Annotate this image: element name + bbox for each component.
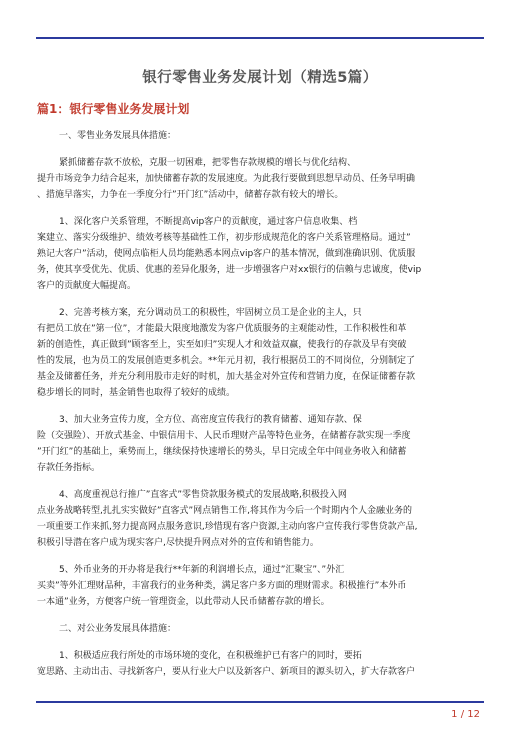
paragraph-line: 提升市场竞争力结合起来，加快储蓄存款的发展速度。为此我行要做到思想早动员、任务早明确 — [37, 174, 416, 184]
paragraph-line: 积极引导潜在客户成为现实客户,尽快提升网点对外的宣传和销售能力。 — [37, 538, 319, 548]
paragraph-line: ”开门红”的基础上，乘势而上，继续保持快速增长的势头，早日完成全年中间业务收入和储蓄 — [37, 447, 407, 457]
paragraph-line: 新的创造性，真正做到”顾客至上，实至如归”实现人才和效益双赢，使我行的存款及早有突破 — [37, 340, 407, 350]
document-body — [37, 128, 487, 680]
paragraph-line: 点业务战略转型,扎扎实实做好”直客式”网点销售工作,将其作为今后一个时期内个人金融业务的 — [37, 506, 413, 516]
header-rule — [36, 37, 484, 39]
paragraph-line: 一本通”业务，方便客户统一管理资金，以此带动人民币储蓄存款的增长。 — [37, 597, 330, 607]
page-title: 银行零售业务发展计划（精选5篇） — [142, 70, 378, 86]
section-heading: 篇1：银行零售业务发展计划 — [37, 102, 190, 116]
paragraph-line: 、措施早落实，力争在一季度分行”开门红”活动中，储蓄存款有较大的增长。 — [37, 190, 344, 200]
paragraph-line: 基金及储蓄任务，并充分利用股市走好的时机，加大基金对外宣传和营销力度，在保证储蓄存款 — [37, 372, 416, 382]
paragraph-line: 5、外币业务的开办将是我行**年新的利润增长点，通过”汇聚宝”、”外汇 — [59, 565, 345, 575]
paragraph-line: 4、高度重视总行推广”直客式”零售贷款服务模式的发展战略,积极投入网 — [59, 490, 347, 500]
paragraph-line: 3、加大业务宣传力度，全方位、高密度宣传我行的教育储蓄、通知存款、保 — [59, 415, 362, 425]
page-number: 1 / 12 — [451, 709, 480, 720]
paragraph-line: 1、积极适应我行所处的市场环境的变化，在积极维护已有客户的同时，要拓 — [59, 651, 362, 661]
paragraph-line: 案建立、落实分级维护、绩效考核等基础性工作，初步形成规范化的客户关系管理格局。通过” — [37, 233, 411, 243]
paragraph-line: 险（交强险）、开放式基金、中银信用卡、人民币理财产品等特色业务，在储蓄存款实现一季度 — [37, 431, 411, 441]
subheading: 一、零售业务发展具体措施： — [59, 131, 177, 141]
paragraph-line: 1、深化客户关系管理，不断提高vip客户的贡献度，通过客户信息收集、档 — [59, 217, 358, 227]
paragraph-line: 稳步增长的同时，基金销售也取得了较好的成绩。 — [37, 388, 236, 398]
paragraph-line: 买卖”等外汇理财品种，丰富我行的业务种类，满足客户多方面的理财需求。积极推行”本外币 — [37, 581, 407, 591]
footer-rule — [36, 701, 484, 703]
paragraph-line: 存款任务指标。 — [37, 463, 101, 473]
subheading: 二、对公业务发展具体措施： — [59, 624, 177, 634]
paragraph-line: 务，使其享受优先、优质、优惠的差异化服务，进一步增强客户对xx银行的信赖与忠诚度，使vip — [37, 265, 422, 275]
paragraph-line: 宽思路、主动出击、寻找新客户，要从行业大户以及新客户、新项目的源头切入，扩大存款客户 — [37, 667, 416, 677]
paragraph-line: 熟记大客户”活动，使网点临柜人员均能熟悉本网点vip客户的基本情况，做到准确识别、优质服 — [37, 249, 416, 259]
paragraph-line: 2、完善考核方案，充分调动员工的积极性，牢固树立员工是企业的主人，只 — [59, 308, 362, 318]
paragraph-line: 紧抓储蓄存款不放松，克服一切困难，把零售存款规模的增长与优化结构、 — [59, 158, 357, 168]
paragraph-line: 一项重要工作来抓,努力提高网点服务意识,珍惜现有客户资源,主动向客户宣传我行零售贷款产品, — [37, 522, 418, 532]
paragraph-line: 有把员工放在”第一位”，才能最大限度地激发为客户优质服务的主观能动性，工作积极性和革 — [37, 324, 407, 334]
paragraph-line: 性的发展，也为员工的发展创造更多机会。**年元月初，我行根据员工的不同岗位，分别制定了 — [37, 356, 416, 366]
paragraph-line: 客户的贡献度大幅提高。 — [37, 281, 137, 291]
